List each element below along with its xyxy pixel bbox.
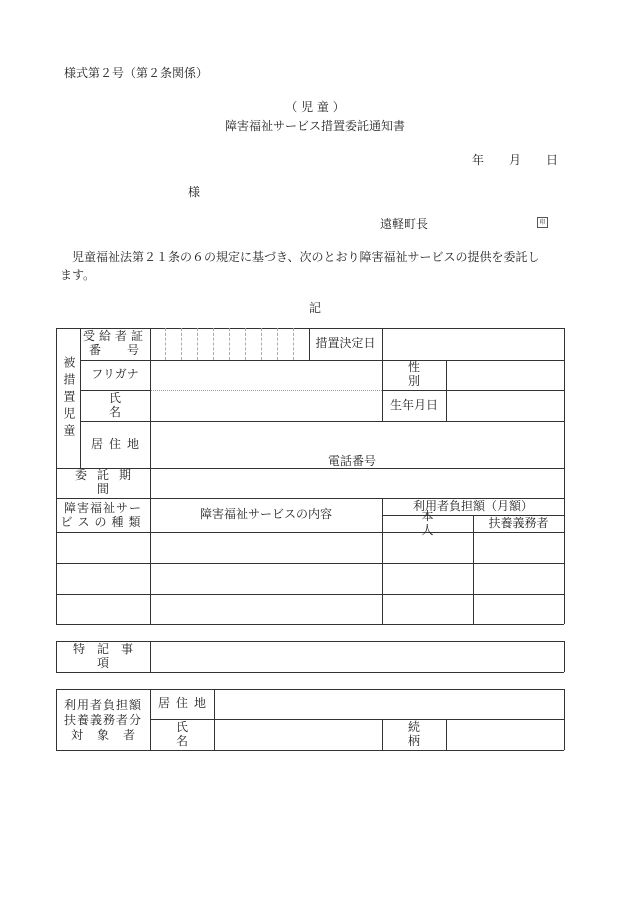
body-text-line1: 児童福祉法第２１条の６の規定に基づき、次のとおり障害福祉サービスの提供を委託し [72, 250, 540, 264]
gender-label: 性別 [407, 360, 442, 388]
birthdate-label: 生年月日 [389, 397, 438, 412]
date-day: 日 [546, 153, 559, 167]
guardian-label: 扶養義務者 [488, 515, 549, 530]
furigana-label: フリガナ [91, 367, 139, 382]
guardian-name-label: 氏名 [175, 719, 212, 748]
service-content-label: 障害福祉サービスの内容 [199, 507, 332, 522]
decision-date-label: 措置決定日 [315, 336, 376, 351]
special-notes-label: 特記事項 [72, 641, 145, 670]
name-label: 氏名 [109, 390, 154, 419]
guardian-target-label: 利用者負担額 扶養義務者分 対象者 [63, 697, 149, 742]
guardian-address-label: 居住地 [157, 696, 212, 711]
document-title: 障害福祉サービス措置委託通知書 [224, 119, 405, 133]
body-text-line2: ます。 [60, 268, 96, 282]
phone-number-label: 電話番号 [328, 454, 377, 468]
recipient-number-label: 受給者証 番号 [82, 329, 165, 357]
date-month: 月 [509, 153, 522, 167]
form-number: 様式第２号（第２条関係） [64, 66, 209, 80]
address-label: 居住地 [90, 436, 145, 451]
ki-label: 記 [308, 301, 321, 315]
relationship-label: 続柄 [407, 719, 442, 748]
issuer-name: 遠軽町長 [380, 217, 429, 231]
user-burden-header: 利用者負担額（月額） [412, 498, 533, 513]
date-year: 年 [472, 153, 485, 167]
document-subtitle: （ 児 童 ） [285, 100, 345, 114]
service-type-label: 障害福祉サー ビスの種類 [60, 500, 146, 529]
seal-mark-icon: 印 [537, 217, 548, 228]
self-label: 本人 [421, 508, 474, 537]
addressee-suffix: 様 [188, 185, 201, 199]
subject-child-label: 被措置児童 [61, 355, 76, 441]
consignment-period-label: 委託期間 [74, 468, 141, 496]
